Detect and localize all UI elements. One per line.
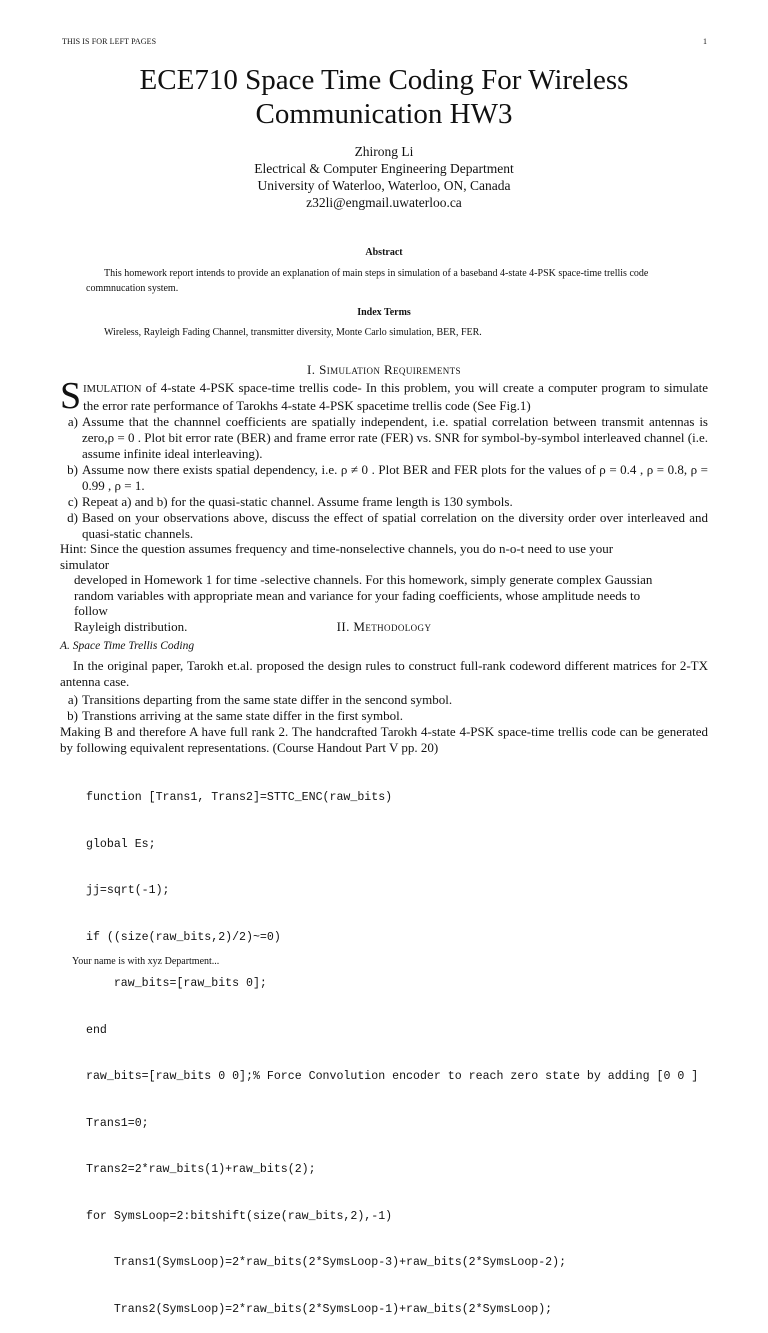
code-line: raw_bits=[raw_bits 0 0];% Force Convolution encoder to reach zero state by adding [0 0 ] bbox=[86, 1070, 699, 1083]
code-line: jj=sqrt(-1); bbox=[86, 884, 170, 897]
index-terms-heading: Index Terms bbox=[357, 307, 411, 318]
author-department: Electrical & Computer Engineering Department bbox=[254, 161, 514, 176]
item-text: Based on your observations above, discuss the effect of spatial correlation on the diversity order over interleaved and quasi-static channels. bbox=[82, 510, 708, 541]
section-1-title-text: Simulation Requirements bbox=[319, 362, 461, 377]
section-2-body bbox=[60, 658, 708, 756]
title-line-1: ECE710 Space Time Coding For Wireless bbox=[139, 64, 629, 96]
item-text: Transitions departing from the same state differ in the sencond symbol. bbox=[82, 692, 453, 707]
code-line: if ((size(raw_bits,2)/2)~=0) bbox=[86, 930, 281, 944]
item-label: c) bbox=[67, 494, 78, 509]
hint-line: Rayleigh distribution. bbox=[74, 618, 188, 634]
item-label: d) bbox=[67, 510, 78, 525]
code-line: function [Trans1, Trans2]=STTC_ENC(raw_bits) bbox=[86, 791, 393, 804]
item-text: Repeat a) and b) for the quasi-static channel. Assume frame length is 130 symbols. bbox=[82, 494, 513, 509]
code-line: end bbox=[86, 1023, 107, 1037]
item-text: Assume now there exists spatial dependency, i.e. ρ ≠ 0 . Plot BER and FER plots for the values of ρ = 0.4 , ρ = 0.8, ρ = 0.99 , ρ = 1. bbox=[82, 462, 708, 493]
code-line: Trans2=2*raw_bits(1)+raw_bits(2); bbox=[86, 1163, 316, 1176]
item-text: Assume that the channnel coefficients are spatially independent, i.e. spatial correlation between transmit antennas is zero,ρ = 0 . Plot bit error rate (BER) and frame error rate (FER) vs. SNR for symbol-by-symbol interleaved channel (i.e. assume infinite ideal interleaving). bbox=[82, 414, 708, 461]
section-2-title: Methodology bbox=[353, 619, 432, 634]
section-1-intro bbox=[60, 375, 708, 417]
methodology-paragraph-1: In the original paper, Tarokh et.al. proposed the design rules to construct full-rank codeword different matrices for 2-TX antenna case. bbox=[60, 658, 708, 689]
author-block bbox=[0, 143, 768, 211]
hint-line: Hint: Since the question assumes frequency and time-nonselective channels, you do n-o-t need to use your simulator bbox=[60, 541, 614, 572]
section-1-body bbox=[60, 375, 708, 542]
subsection-heading: A. Space Time Trellis Coding bbox=[60, 640, 195, 652]
section-1-title bbox=[319, 362, 461, 377]
abstract-text: This homework report intends to provide an explanation of main steps in simulation of a baseband 4-state 4-PSK space-time trellis code commnucation system. bbox=[86, 268, 649, 294]
author-email: z32li@engmail.uwaterloo.ca bbox=[306, 195, 462, 210]
paper-title bbox=[0, 63, 768, 131]
hint-line: random variables with appropriate mean and variance for your fading coefficients, whose amplitude needs to follow bbox=[74, 587, 641, 618]
intro-text: of 4-state 4-PSK space-time trellis code- In this problem, you will create a computer program to simulate the error rate performance of Tarokhs 4-state 4-PSK spacetime trellis code (See Fig.1) bbox=[83, 380, 708, 413]
running-header: THIS IS FOR LEFT PAGES bbox=[62, 37, 157, 46]
page-number: 1 bbox=[703, 37, 707, 46]
drop-cap: S bbox=[60, 375, 82, 417]
item-label: a) bbox=[67, 414, 78, 429]
list-item bbox=[60, 692, 708, 708]
abstract-heading: Abstract bbox=[365, 247, 403, 258]
item-label: b) bbox=[67, 708, 78, 723]
author-university: University of Waterloo, Waterloo, ON, Canada bbox=[257, 178, 511, 193]
code-line: for SymsLoop=2:bitshift(size(raw_bits,2),-1) bbox=[86, 1209, 393, 1223]
list-item bbox=[60, 462, 708, 494]
title-line-2: Communication HW3 bbox=[255, 98, 513, 130]
item-text: Transtions arriving at the same state differ in the first symbol. bbox=[82, 708, 403, 723]
code-line: global Es; bbox=[86, 837, 156, 851]
section-2-heading bbox=[0, 619, 768, 635]
item-label: b) bbox=[67, 462, 78, 477]
first-word-rest: IMULATION bbox=[83, 384, 142, 395]
list-item bbox=[60, 494, 708, 510]
section-1-heading bbox=[0, 362, 768, 378]
section-1-number: I. bbox=[307, 362, 316, 377]
design-rules-list bbox=[60, 692, 708, 724]
footnote: Your name is with xyz Department... bbox=[72, 956, 220, 967]
author-name: Zhirong Li bbox=[354, 144, 414, 159]
list-item bbox=[60, 708, 708, 724]
list-item bbox=[60, 510, 708, 542]
section-2-number: II. bbox=[336, 619, 350, 634]
requirements-list bbox=[60, 414, 708, 542]
methodology-paragraph-2: Making B and therefore A have full rank 2. The handcrafted Tarokh 4-state 4-PSK space-time trellis code can be generated by following equivalent representations. (Course Handout Part V pp. 20) bbox=[60, 724, 708, 755]
item-label: a) bbox=[67, 692, 78, 707]
code-listing bbox=[86, 759, 766, 1333]
code-line: Trans1=0; bbox=[86, 1116, 149, 1130]
code-line: Trans1(SymsLoop)=2*raw_bits(2*SymsLoop-3)+raw_bits(2*SymsLoop-2); bbox=[86, 1256, 567, 1269]
hint-line: developed in Homework 1 for time -selective channels. For this homework, simply generate complex Gaussian bbox=[74, 572, 653, 587]
index-terms-text: Wireless, Rayleigh Fading Channel, transmitter diversity, Monte Carlo simulation, BER, FER. bbox=[104, 327, 482, 338]
code-line: raw_bits=[raw_bits 0]; bbox=[86, 977, 267, 990]
list-item bbox=[60, 414, 708, 462]
code-line: Trans2(SymsLoop)=2*raw_bits(2*SymsLoop-1)+raw_bits(2*SymsLoop); bbox=[86, 1302, 553, 1316]
